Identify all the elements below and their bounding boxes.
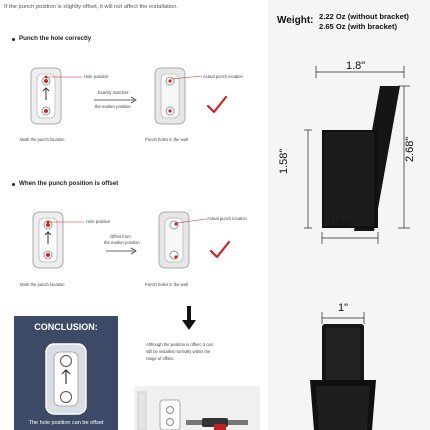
weight-line2: 2.65 Oz (with bracket) bbox=[319, 22, 398, 31]
actual-punch-pointer bbox=[170, 72, 204, 82]
section2-arrow-caption-1: Offset from bbox=[110, 234, 131, 239]
section1-actual-label: Actual punch location bbox=[203, 74, 243, 79]
hole-position-pointer-2 bbox=[46, 216, 86, 226]
section1-arrow-caption-2: the marker position bbox=[95, 104, 131, 109]
section1-caption-left: Mark the punch location bbox=[20, 137, 65, 142]
conclusion-box bbox=[14, 316, 118, 430]
conclusion-title: CONCLUSION: bbox=[34, 322, 98, 332]
section2-caption-left: Mark the punch location bbox=[20, 282, 65, 287]
actual-punch-pointer-2 bbox=[176, 215, 208, 225]
section2-actual-label: Actual punch location bbox=[207, 216, 247, 221]
offset-note-line1: Although the position is offset, it can bbox=[146, 342, 213, 347]
check-mark-icon bbox=[206, 95, 228, 115]
intro-text: If the punch position is slightly offset, it will not affect the installation. bbox=[4, 4, 179, 10]
dim-width-top: 1.8" bbox=[346, 60, 366, 72]
dim-bracket-width: 1" bbox=[338, 302, 349, 314]
offset-note-line3: range of offset. bbox=[146, 356, 174, 361]
weight-line1: 2.22 Oz (without bracket) bbox=[319, 12, 409, 21]
section1-caption-right: Punch holes in the wall bbox=[145, 137, 188, 142]
section1-arrow-icon bbox=[92, 96, 138, 104]
section2-heading: When the punch position is offset bbox=[19, 180, 119, 187]
down-arrow-icon bbox=[181, 305, 197, 331]
product-spec-panel bbox=[268, 0, 430, 430]
wall-installation-photo bbox=[134, 386, 260, 430]
dim-height-left: 1.58" bbox=[278, 148, 290, 174]
weight-label: Weight: bbox=[277, 15, 314, 26]
section2-caption-right: Punch holes in the wall bbox=[145, 282, 188, 287]
section2-hole-label: Hole position bbox=[86, 219, 111, 224]
section2-arrow-caption-2: the marker position bbox=[104, 240, 140, 245]
conclusion-template-icon bbox=[44, 342, 88, 416]
section1-arrow-caption-1: Exactly matches bbox=[98, 90, 129, 95]
section1-hole-label: Hole position bbox=[84, 74, 109, 79]
dim-height-right: 2.68" bbox=[404, 136, 416, 162]
hole-position-pointer bbox=[44, 70, 84, 82]
section2-arrow-icon bbox=[104, 247, 138, 255]
section1-bullet bbox=[12, 38, 15, 41]
conclusion-footer: The hole position can be offset bbox=[28, 420, 104, 426]
check-mark-icon-2 bbox=[209, 240, 231, 260]
section2-bullet bbox=[12, 183, 15, 186]
section1-heading: Punch the hole correctly bbox=[19, 35, 92, 42]
bracket-dimension-drawing bbox=[268, 300, 430, 430]
offset-note-line2: still be installed normally within the bbox=[146, 349, 211, 354]
dim-depth-bottom: 1.14" bbox=[328, 218, 354, 230]
